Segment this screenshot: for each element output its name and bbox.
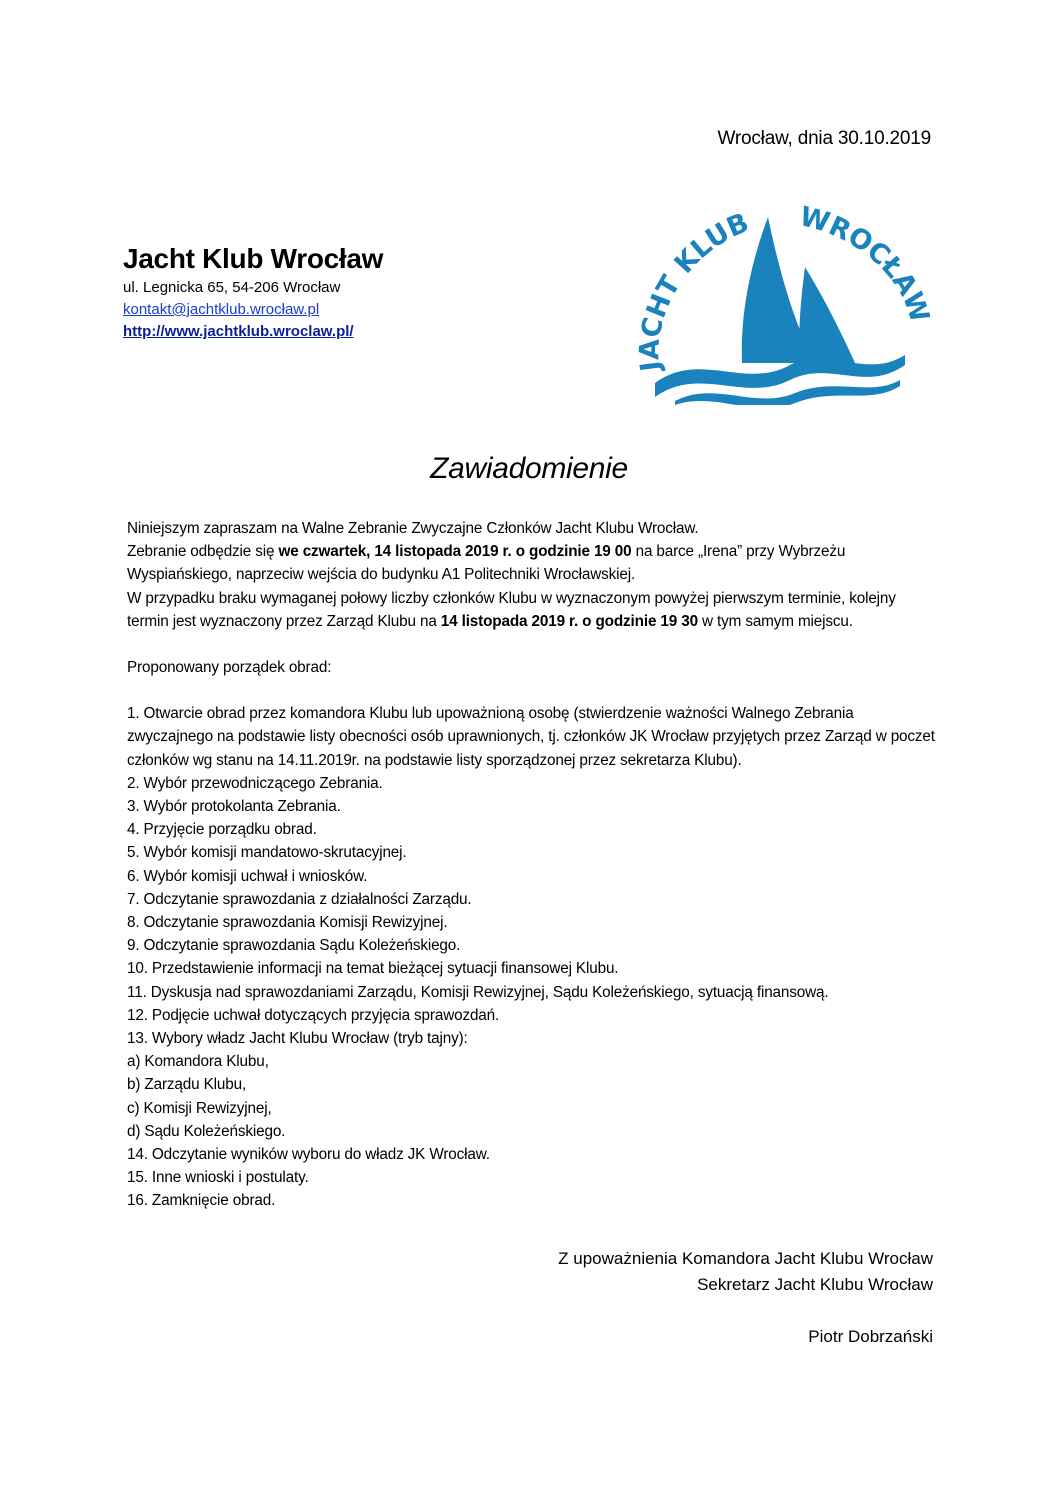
agenda-item: a) Komandora Klubu, — [127, 1053, 269, 1071]
document-body — [127, 517, 937, 1213]
agenda-list — [127, 702, 937, 1212]
agenda-item: 2. Wybór przewodniczącego Zebrania. — [127, 774, 383, 792]
agenda-item: 12. Podjęcie uchwał dotyczących przyjęcia sprawozdań. — [127, 1006, 500, 1024]
website-link[interactable]: http://www.jachtklub.wroclaw.pl/ — [123, 323, 354, 340]
agenda-item: 6. Wybór komisji uchwał i wniosków. — [127, 867, 368, 885]
organization-address: ul. Legnicka 65, 54-206 Wrocław — [123, 279, 341, 296]
signature-line-1: Z upoważnienia Komandora Jacht Klubu Wrocław — [558, 1249, 933, 1268]
logo-text-left: JACHT KLUB — [634, 207, 754, 374]
agenda-item: 13. Wybory władz Jacht Klubu Wrocław (tryb tajny): — [127, 1030, 468, 1048]
signatory-name: Piotr Dobrzański — [808, 1327, 933, 1346]
agenda-item: d) Sądu Koleżeńskiego. — [127, 1122, 286, 1140]
document-title: Zawiadomienie — [430, 452, 628, 485]
agenda-item: b) Zarządu Klubu, — [127, 1076, 247, 1094]
agenda-item: 10. Przedstawienie informacji na temat bieżącej sytuacji finansowej Klubu. — [127, 960, 619, 978]
email-link[interactable]: kontakt@jachtklub.wrocław.pl — [123, 301, 320, 318]
agenda-item: 9. Odczytanie sprawozdania Sądu Koleżeńskiego. — [127, 937, 461, 955]
intro-line-1: Niniejszym zapraszam na Walne Zebranie Zwyczajne Członków Jacht Klubu Wrocław. — [127, 520, 699, 537]
agenda-item: 14. Odczytanie wyników wyboru do władz JK Wrocław. — [127, 1146, 490, 1164]
agenda-item: 15. Inne wnioski i postulaty. — [127, 1169, 309, 1187]
agenda-heading: Proponowany porządek obrad: — [127, 659, 332, 677]
sailboat-logo-icon — [630, 205, 930, 405]
logo-text-right: WROCŁA — [796, 205, 923, 300]
agenda-item: 8. Odczytanie sprawozdania Komisji Rewizyjnej. — [127, 914, 448, 932]
agenda-item: 3. Wybór protokolanta Zebrania. — [127, 798, 341, 816]
club-logo — [630, 205, 930, 405]
organization-header — [123, 242, 443, 342]
intro-paragraph-3: W przypadku braku wymaganej połowy liczby członków Klubu w wyznaczonym powyżej pierwszym terminie, kolejny termin jest wyznaczony przez Zarząd Klubu na 14 listopada 2019 r. o godzinie 19 30 w tym samym miejscu. — [127, 589, 896, 630]
agenda-item: 11. Dyskusja nad sprawozdaniami Zarządu, Komisji Rewizyjnej, Sądu Koleżeńskiego, sytuacją finansową. — [127, 983, 829, 1001]
document-date: Wrocław, dnia 30.10.2019 — [717, 128, 931, 149]
agenda-item: 1. Otwarcie obrad przez komandora Klubu lub upoważnioną osobę (stwierdzenie ważności Walnego Zebrania zwyczajnego na podstawie listy obecności osób uprawnionych, tj. członków JK Wrocław przyjętych przez Zarząd w poczet członków wg stanu na 14.11.2019r. na podstawie listy sporządzonej przez sekretarza Klubu). — [127, 705, 935, 769]
intro-paragraph-2: Zebranie odbędzie się we czwartek, 14 listopada 2019 r. o godzinie 19 00 na barce „Irena” przy Wybrzeżu Wyspiańskiego, naprzeciw wejścia do budynku A1 Politechniki Wrocławskiej. — [127, 543, 846, 584]
agenda-item: 7. Odczytanie sprawozdania z działalności Zarządu. — [127, 890, 472, 908]
organization-name: Jacht Klub Wrocław — [123, 243, 384, 274]
agenda-item: 5. Wybór komisji mandatowo-skrutacyjnej. — [127, 844, 407, 862]
agenda-item: 16. Zamknięcie obrad. — [127, 1192, 276, 1210]
agenda-item: 4. Przyjęcie porządku obrad. — [127, 821, 317, 839]
agenda-item: c) Komisji Rewizyjnej, — [127, 1099, 272, 1117]
signature-block — [558, 1246, 933, 1350]
signature-line-2: Sekretarz Jacht Klubu Wrocław — [697, 1275, 933, 1294]
